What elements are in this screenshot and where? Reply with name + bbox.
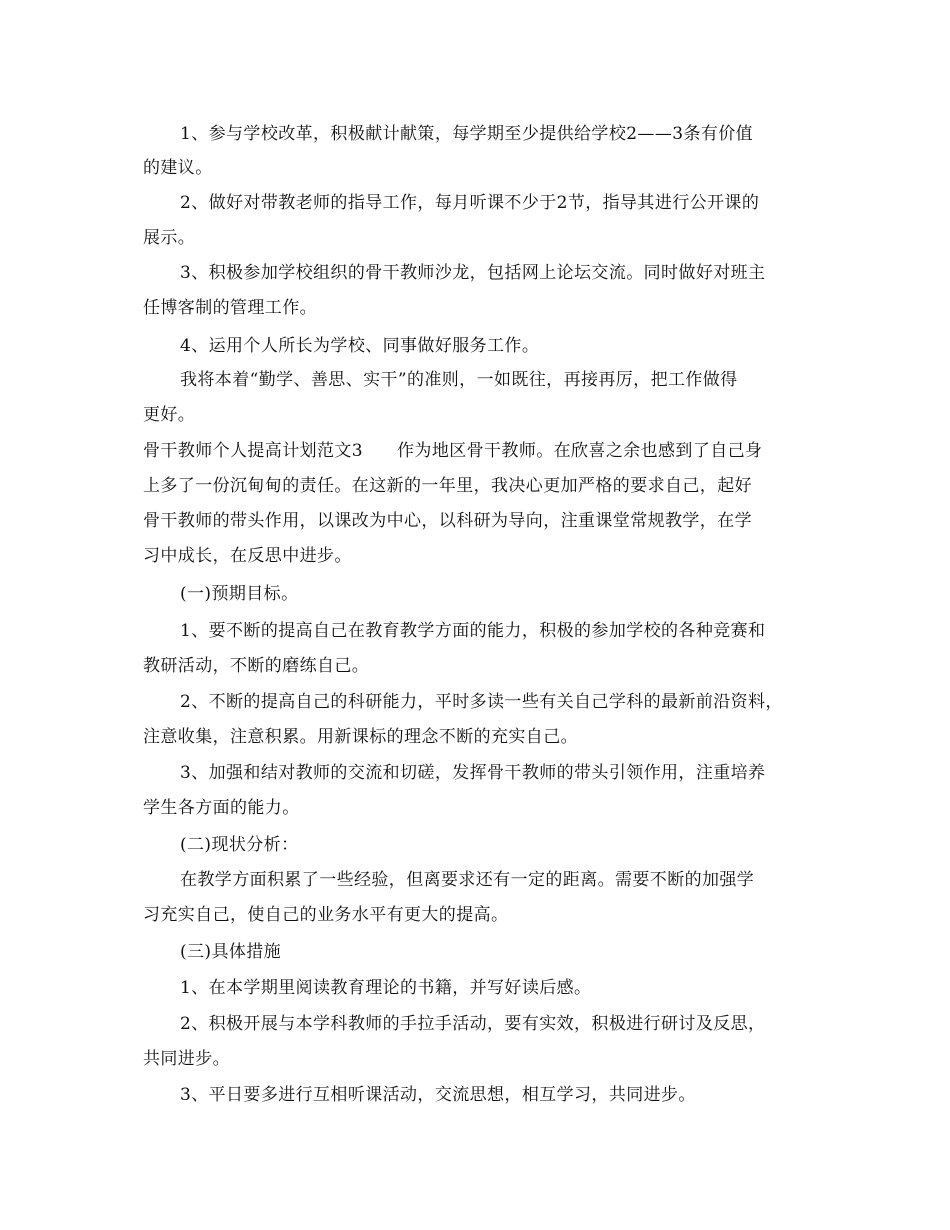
paragraph-line: 2、不断的提高自己的科研能力，平时多读一些有关自己学科的最新前沿资料， [180,692,783,712]
paragraph-line: 展示。 [143,228,196,248]
paragraph-line: 任博客制的管理工作。 [143,298,317,318]
paragraph-line: 2、做好对带教老师的指导工作，每月听课不少于2节，指导其进行公开课的 [180,193,760,213]
paragraph-line: 3、积极参加学校组织的骨干教师沙龙，包括网上论坛交流。同时做好对班主 [180,263,766,283]
paragraph-line: 习中成长，在反思中进步。 [143,546,352,566]
paragraph-line: 习充实自己，使自己的业务水平有更大的提高。 [143,905,509,925]
paragraph-line: 上多了一份沉甸甸的责任。在这新的一年里，我决心更加严格的要求自己，起好 [143,476,752,496]
paragraph-line: 1、参与学校改革，积极献计献策，每学期至少提供给学校2——3条有价值 [180,124,754,144]
subheading-line: (一)预期目标。 [180,584,299,604]
paragraph-line: 教研活动，不断的磨练自己。 [143,656,370,676]
paragraph-line: 3、加强和结对教师的交流和切磋，发挥骨干教师的带头引领作用，注重培养 [180,763,766,783]
section-heading: 骨干教师个人提高计划范文3 [143,441,364,461]
subheading-line: (三)具体措施 [180,942,282,962]
subheading-line: (二)现状分析： [180,835,299,855]
paragraph-line: 骨干教师的带头作用，以课改为中心，以科研为导向，注重课堂常规教学，在学 [143,511,752,531]
paragraph-line: 我将本着“勤学、善思、实干”的准则，一如既往，再接再厉，把工作做得 [180,370,738,390]
paragraph-line: 4、运用个人所长为学校、同事做好服务工作。 [180,336,540,356]
paragraph-line: 1、在本学期里阅读教育理论的书籍，并写好读后感。 [180,978,592,998]
section-heading-line [143,440,823,462]
paragraph-line: 共同进步。 [143,1049,230,1069]
paragraph-line: 在教学方面积累了一些经验，但离要求还有一定的距离。需要不断的加强学 [180,870,755,890]
paragraph-line: 2、积极开展与本学科教师的手拉手活动，要有实效，积极进行研讨及反思， [180,1014,766,1034]
paragraph-line: 1、要不断的提高自己在教育教学方面的能力，积极的参加学校的各种竞赛和 [180,621,766,641]
paragraph-line: 更好。 [143,405,196,425]
paragraph-line: 3、平日要多进行互相听课活动，交流思想，相互学习，共同进步。 [180,1085,696,1105]
paragraph-line: 注意收集，注意积累。用新课标的理念不断的充实自己。 [143,727,578,747]
paragraph-line: 的建议。 [143,158,213,178]
paragraph-text: 作为地区骨干教师。在欣喜之余也感到了自己身 [397,441,763,461]
paragraph-line: 学生各方面的能力。 [143,798,300,818]
